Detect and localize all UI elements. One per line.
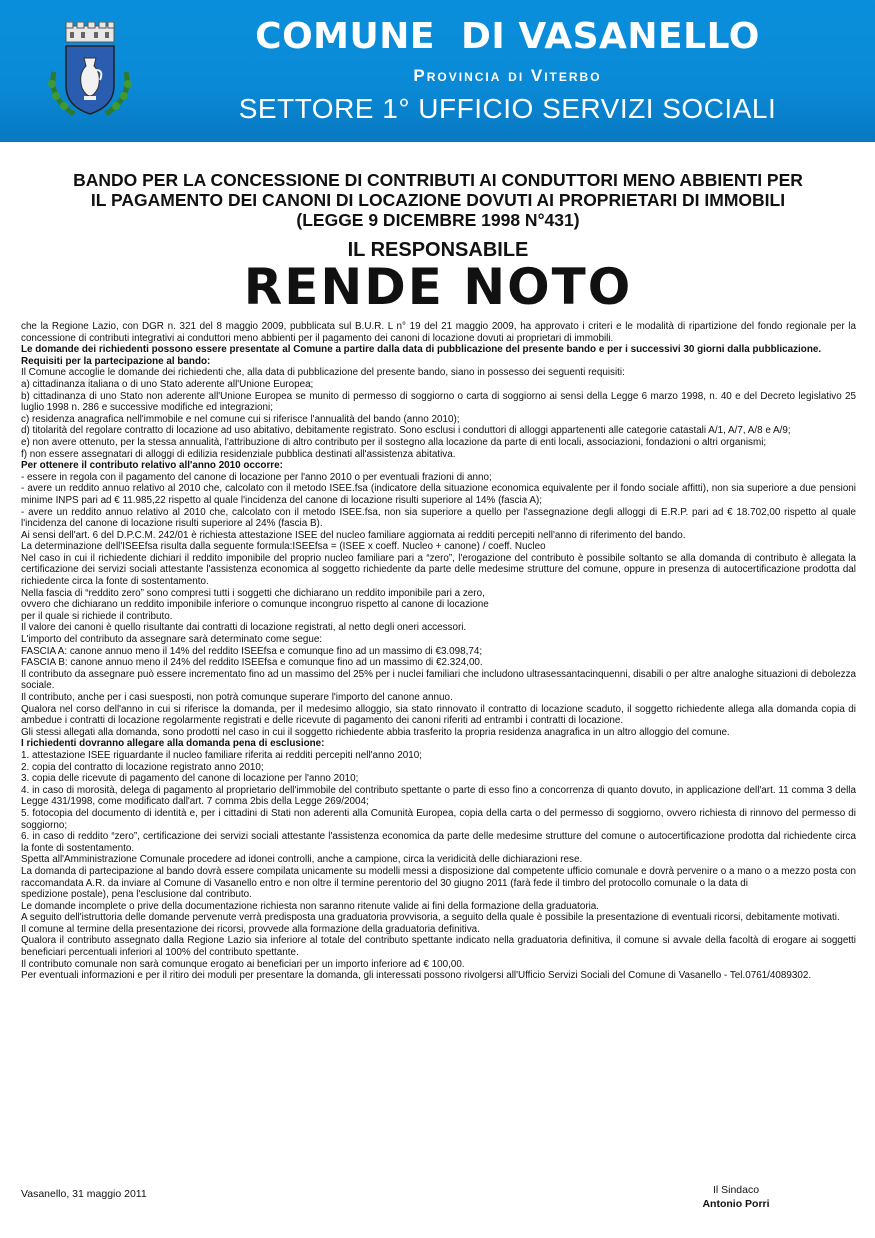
body-paragraph: Spetta all'Amministrazione Comunale procedere ad idonei controlli, anche a campione, circa la veridicità delle dichiarazioni rese. xyxy=(21,854,583,866)
body-paragraph: - avere un reddito annuo relativo al 2010 che, calcolato con il metodo ISEE.fsa, non sia superiore a quello per l'assegnazione degli alloggi di E.R.P. pari ad € 18.702,00 rispetto al quale l'incidenza del canone di locazione risulti superiore al 24% (fascia B). xyxy=(21,506,856,530)
body-paragraph: L'importo del contributo da assegnare sarà determinato come segue: xyxy=(21,634,323,646)
body-paragraph: Il valore dei canoni è quello risultante dai contratti di locazione registrati, al netto degli oneri accessori. xyxy=(21,622,467,634)
signature-title: Il Sindaco xyxy=(712,1184,760,1196)
body-paragraph: a) cittadinanza italiana o di uno Stato aderente all'Unione Europea; xyxy=(21,378,314,390)
body-paragraph: Il comune al termine della presentazione dei ricorsi, provvede alla formazione della graduatoria definitiva. xyxy=(21,923,480,935)
notice-heading xyxy=(18,170,858,230)
body-paragraph: spedizione postale), pena l'esclusione dal contributo. xyxy=(21,889,252,901)
rende-noto-heading: RENDE NOTO xyxy=(243,258,633,316)
body-paragraph: Per eventuali informazioni e per il ritiro dei moduli per presentare la domanda, gli interessati possono rivolgersi all'Ufficio Servizi Sociali del Comune di Vasanello - Tel.0761/4089302. xyxy=(21,970,812,982)
signature-name: Antonio Porri xyxy=(702,1198,770,1210)
province-subtitle: Provincia di Viterbo xyxy=(413,66,602,85)
body-paragraph: 2. copia del contratto di locazione registrato anno 2010; xyxy=(21,761,264,773)
body-paragraph: 4. in caso di morosità, delega di pagamento al proprietario dell'immobile del contributo spettante o parte di esso fino a concorrenza di quanto dovuto, in applicazione dell'art. 11 comma 3 della Legge 431/1998, come modificato dall'art. 7 comma 2bis della Legge 269/2004; xyxy=(21,784,856,808)
body-paragraph: Le domande dei richiedenti possono essere presentate al Comune a partire dalla data di pubblicazione del presente bando e per i successivi 30 giorni dalla pubblicazione. xyxy=(21,344,822,356)
notice-heading-line: (LEGGE 9 DICEMBRE 1998 N°431) xyxy=(296,210,580,230)
body-paragraph: 1. attestazione ISEE riguardante il nucleo familiare riferita ai redditi percepiti nell'anno 2010; xyxy=(21,749,422,761)
body-paragraph: 6. in caso di reddito “zero”, certificazione dei servizi sociali attestante l'assistenza economica da parte delle medesime strutture del comune o autocertificazione prodotta dal richiedente circa la fonte di sostentamento. xyxy=(21,831,856,854)
body-paragraph: 5. fotocopia del documento di identità e, per i cittadini di Stati non aderenti alla Comunità Europea, copia della carta o del permesso di soggiorno, ovvero richiesta di rinnovo del permesso di soggiorno; xyxy=(21,807,856,831)
body-paragraph: La domanda di partecipazione al bando dovrà essere compilata unicamente su modelli messi a disposizione dal competente ufficio comunale e dovrà pervenire o a mano o a mezzo posta con raccomandata A.R. da inviare al Comune di Vasanello entro e non oltre il termine perentorio del 30 giugno 2011 (farà fede il timbro del protocollo comunale o la data di xyxy=(21,865,856,889)
body-paragraph: f) non essere assegnatari di alloggi di edilizia residenziale pubblica destinati all'assistenza abitativa. xyxy=(21,448,456,460)
body-paragraph: Gli stessi allegati alla domanda, sono prodotti nel caso in cui il soggetto richiedente abbia trasferito la propria residenza anagrafica in un altro alloggio del comune. xyxy=(21,726,730,738)
body-paragraph: c) residenza anagrafica nell'immobile e nel comune cui si riferisce l'annualità del bando (anno 2010); xyxy=(21,413,460,425)
body-paragraph: che la Regione Lazio, con DGR n. 321 del 8 maggio 2009, pubblicata sul B.U.R. L n° 19 del 21 maggio 2009, ha approvato i criteri e le modalità di ripartizione del fondo regionale per la concessione di contributi integrativi ai conduttori meno abbienti per il pagamento dei canoni di locazione dovuti ai proprietari di immobili. xyxy=(21,321,856,344)
body-paragraph: I richiedenti dovranno allegare alla domanda pena di esclusione: xyxy=(21,738,325,750)
body-paragraph: Qualora nel corso dell'anno in cui si riferisce la domanda, per il medesimo alloggio, sia stato rinnovato il contratto di locazione scaduto, il soggetto richiedente allega alla domanda copia di ambedue i contratti di locazione regolarmente registrati e delle ricevute di pagamento dei canoni riferiti ad entrambi i contratti di locazione. xyxy=(21,703,856,727)
body-paragraph: Requisiti per la partecipazione al bando: xyxy=(21,355,211,367)
body-paragraph: Nella fascia di “reddito zero” sono compresi tutti i soggetti che dichiarano un reddito imponibile pari a zero, xyxy=(21,587,485,599)
body-paragraph: d) titolarità del regolare contratto di locazione ad uso abitativo, debitamente registrato. Sono esclusi i conduttori di alloggi appartenenti alle categorie catastali A/1, A/7, A/8 e A/9; xyxy=(21,425,791,437)
body-paragraph: e) non avere ottenuto, per la stessa annualità, l'attribuzione di altro contributo per il sostegno alla locazione da parte di enti locali, associazioni, fondazioni o altri organismi; xyxy=(21,436,767,448)
document-date: Vasanello, 31 maggio 2011 xyxy=(21,1188,147,1200)
body-paragraph: 3. copia delle ricevute di pagamento del canone di locazione per l'anno 2010; xyxy=(21,773,359,785)
body-paragraph: per il quale si richiede il contributo. xyxy=(21,610,173,622)
municipality-title: COMUNE DI VASANELLO xyxy=(255,16,760,57)
notice-body xyxy=(21,321,856,982)
header-banner xyxy=(0,0,875,142)
body-paragraph: Il contributo da assegnare può essere incrementato fino ad un massimo del 25% per i nuclei familiari che includono ultrasessantacinquenni, disabili o per altre analoghe situazioni di debolezza sociale. xyxy=(21,668,856,692)
body-paragraph: b) cittadinanza di uno Stato non aderente all'Unione Europea se munito di permesso di soggiorno o carta di soggiorno ai sensi della Legge 6 marzo 1998, n. 40 e del Decreto legislativo 25 luglio 1998 n. 286 e successive modifiche ed integrazioni; xyxy=(21,390,856,414)
town-crest-icon xyxy=(44,22,136,122)
body-paragraph: ovvero che dichiarano un reddito imponibile inferiore o comunque incongruo rispetto al canone di locazione xyxy=(21,599,489,611)
body-paragraph: Qualora il contributo assegnato dalla Regione Lazio sia inferiore al totale del contributo spettante indicato nella graduatoria definitiva, il comune si avvale della facoltà di erogare ai soggetti beneficiari percentuali inferiori al 100% del contributo spettante. xyxy=(21,935,856,959)
sector-title: SETTORE 1° UFFICIO SERVIZI SOCIALI xyxy=(238,93,777,124)
body-paragraph: Il contributo, anche per i casi suesposti, non potrà comunque superare l'importo del canone annuo. xyxy=(21,692,453,703)
body-paragraph: - avere un reddito annuo relativo al 2010 che, calcolato con il metodo ISEE.fsa (indicatore della situazione economica equivalente per il fondo sociale affitti), non sia superiore a due pensioni minime INPS pari ad € 11.985,22 rispetto al quale l'incidenza del canone di locazione risulti superiore al 14% (fascia A); xyxy=(21,483,856,506)
body-paragraph: FASCIA B: canone annuo meno il 24% del reddito ISEEfsa e comunque fino ad un massimo di €2.324,00. xyxy=(21,657,483,669)
body-paragraph: Ai sensi dell'art. 6 del D.P.C.M. 242/01 è richiesta attestazione ISEE del nucleo familiare aggiornata ai redditi percepiti nell'anno di riferimento del bando. xyxy=(21,529,686,541)
signature-block xyxy=(686,1183,786,1211)
responsabile-heading: IL RESPONSABILE xyxy=(347,239,529,261)
body-paragraph: Il contributo comunale non sarà comunque erogato ai beneficiari per un importo inferiore ad € 100,00. xyxy=(21,958,465,970)
body-paragraph: Nel caso in cui il richiedente dichiari il reddito imponibile del proprio nucleo familiare pari a “zero”, l'erogazione del contributo è possibile soltanto se alla domanda di contributo è allegata la certificazione dei servizi sociali attestante l'assistenza economica al soggetto richiedente da parte delle medesime strutture del comune, oppure in presenza di autocertificazione prodotta dal richiedente circa la fonte di sostentamento. xyxy=(21,552,856,588)
body-paragraph: A seguito dell'istruttoria delle domande pervenute verrà predisposta una graduatoria provvisoria, a seguito della quale è possibile la presentazione di eventuali ricorsi, debitamente motivati. xyxy=(21,912,840,924)
body-paragraph: FASCIA A: canone annuo meno il 14% del reddito ISEEfsa e comunque fino ad un massimo di €3.098,74; xyxy=(21,645,483,657)
notice-heading-line: IL PAGAMENTO DEI CANONI DI LOCAZIONE DOVUTI AI PROPRIETARI DI IMMOBILI xyxy=(90,190,786,210)
body-paragraph: - essere in regola con il pagamento del canone di locazione per l'anno 2010 o per eventuali frazioni di anno; xyxy=(21,471,492,483)
body-paragraph: La determinazione dell'ISEEfsa risulta dalla seguente formula:ISEEfsa = (ISEE x coeff. Nucleo + canone) / coeff. Nucleo xyxy=(21,541,546,553)
body-paragraph: Il Comune accoglie le domande dei richiedenti che, alla data di pubblicazione del presente bando, siano in possesso dei seguenti requisiti: xyxy=(21,367,625,379)
body-paragraph: Per ottenere il contributo relativo all'anno 2010 occorre: xyxy=(21,460,283,472)
body-paragraph: Le domande incomplete o prive della documentazione richiesta non saranno ritenute valide ai fini della formazione della graduatoria. xyxy=(21,900,600,912)
notice-heading-line: BANDO PER LA CONCESSIONE DI CONTRIBUTI AI CONDUTTORI MENO ABBIENTI PER xyxy=(73,170,803,190)
